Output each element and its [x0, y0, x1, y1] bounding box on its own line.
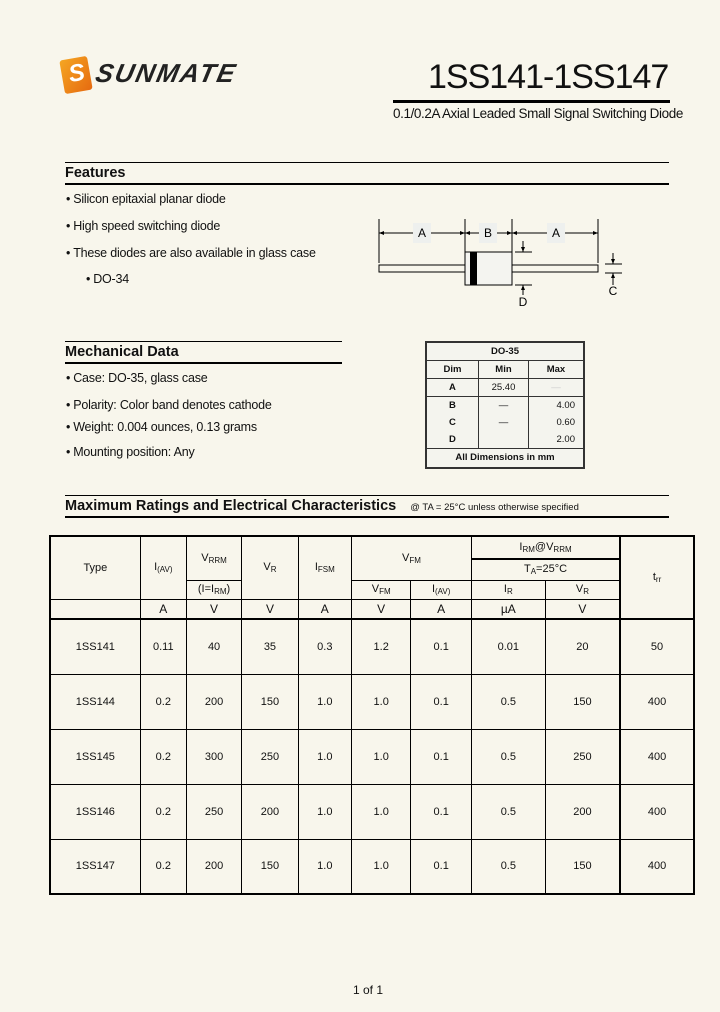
- table-row: 1SS141 0.11 40 35 0.3 1.2 0.1 0.01 20 50: [50, 619, 694, 674]
- dimension-table: DO-35 Dim Min Max A 25.40 — B — 4.00 C — 0.60 D 2.00 All Dimensions in mm: [425, 341, 585, 469]
- table-row: 1SS145 0.2 300 250 1.0 1.0 0.1 0.5 250 400: [50, 729, 694, 784]
- col-iav2: $I_{(AV)}$: [411, 580, 472, 599]
- dim-row: D 2.00: [427, 431, 583, 449]
- dim-label-b: B: [483, 226, 493, 240]
- table-row: 1SS147 0.2 200 150 1.0 1.0 0.1 0.5 150 400: [50, 839, 694, 894]
- col-ir: $I_R$: [471, 580, 545, 599]
- page-title: 1SS141-1SS147: [428, 58, 669, 96]
- col-iav: $I_{(AV)}$: [140, 536, 186, 599]
- page-subtitle: 0.1/0.2A Axial Leaded Small Signal Switching Diode: [393, 106, 683, 121]
- col-ifsm: $I_{FSM}$: [298, 536, 351, 599]
- col-vr2: $V_R$: [545, 580, 620, 599]
- features-heading: Features: [65, 162, 669, 185]
- brand-logo: SUNMATE: [92, 58, 240, 88]
- col-vfm: $V_{FM}$: [351, 536, 471, 580]
- col-vrrm-cond: $(I=I_{RM})$: [186, 580, 241, 599]
- mechanical-item: • Polarity: Color band denotes cathode: [66, 398, 272, 412]
- ratings-heading: Maximum Ratings and Electrical Characteristics @ TA = 25°C unless otherwise specified: [65, 495, 669, 518]
- col-irm: $I_{RM}@V_{RRM}$: [471, 536, 620, 559]
- feature-item: • High speed switching diode: [66, 219, 220, 233]
- feature-continuation: • DO-34: [86, 272, 129, 286]
- page-number: 1 of 1: [353, 983, 384, 997]
- units-row: A V V A V A µA V: [50, 599, 694, 619]
- table-row: 1SS146 0.2 250 200 1.0 1.0 0.1 0.5 200 400: [50, 784, 694, 839]
- ratings-condition: @ TA = 25°C unless otherwise specified: [410, 502, 579, 513]
- title-rule: [393, 100, 670, 103]
- dim-label-a: A: [417, 226, 427, 240]
- col-ta: $T_A=25^\circ C$: [471, 559, 620, 580]
- ratings-table: [49, 535, 695, 895]
- mechanical-heading: Mechanical Data: [65, 341, 342, 364]
- dim-row: A 25.40 —: [427, 379, 583, 397]
- col-vrrm: $V_{RRM}$: [186, 536, 241, 580]
- dim-label-d: D: [518, 295, 528, 309]
- mechanical-item: • Case: DO-35, glass case: [66, 371, 208, 385]
- mechanical-item: • Mounting position: Any: [66, 445, 195, 459]
- feature-item: • These diodes are also available in glass case: [66, 246, 316, 260]
- dim-label-a: A: [551, 226, 561, 240]
- col-trr: $t_{rr}$: [620, 536, 694, 619]
- feature-item: • Silicon epitaxial planar diode: [66, 192, 226, 206]
- dim-row: B — 4.00: [427, 397, 583, 415]
- dim-label-c: C: [608, 284, 618, 298]
- col-vr: $V_R$: [242, 536, 298, 599]
- col-type: Type: [50, 536, 140, 599]
- logo-icon: S: [59, 56, 92, 94]
- diode-outline-diagram: [370, 215, 640, 315]
- mechanical-item: • Weight: 0.004 ounces, 0.13 grams: [66, 420, 257, 434]
- table-row: 1SS144 0.2 200 150 1.0 1.0 0.1 0.5 150 400: [50, 674, 694, 729]
- dim-row: C — 0.60: [427, 414, 583, 431]
- col-vfm2: $V_{FM}$: [351, 580, 410, 599]
